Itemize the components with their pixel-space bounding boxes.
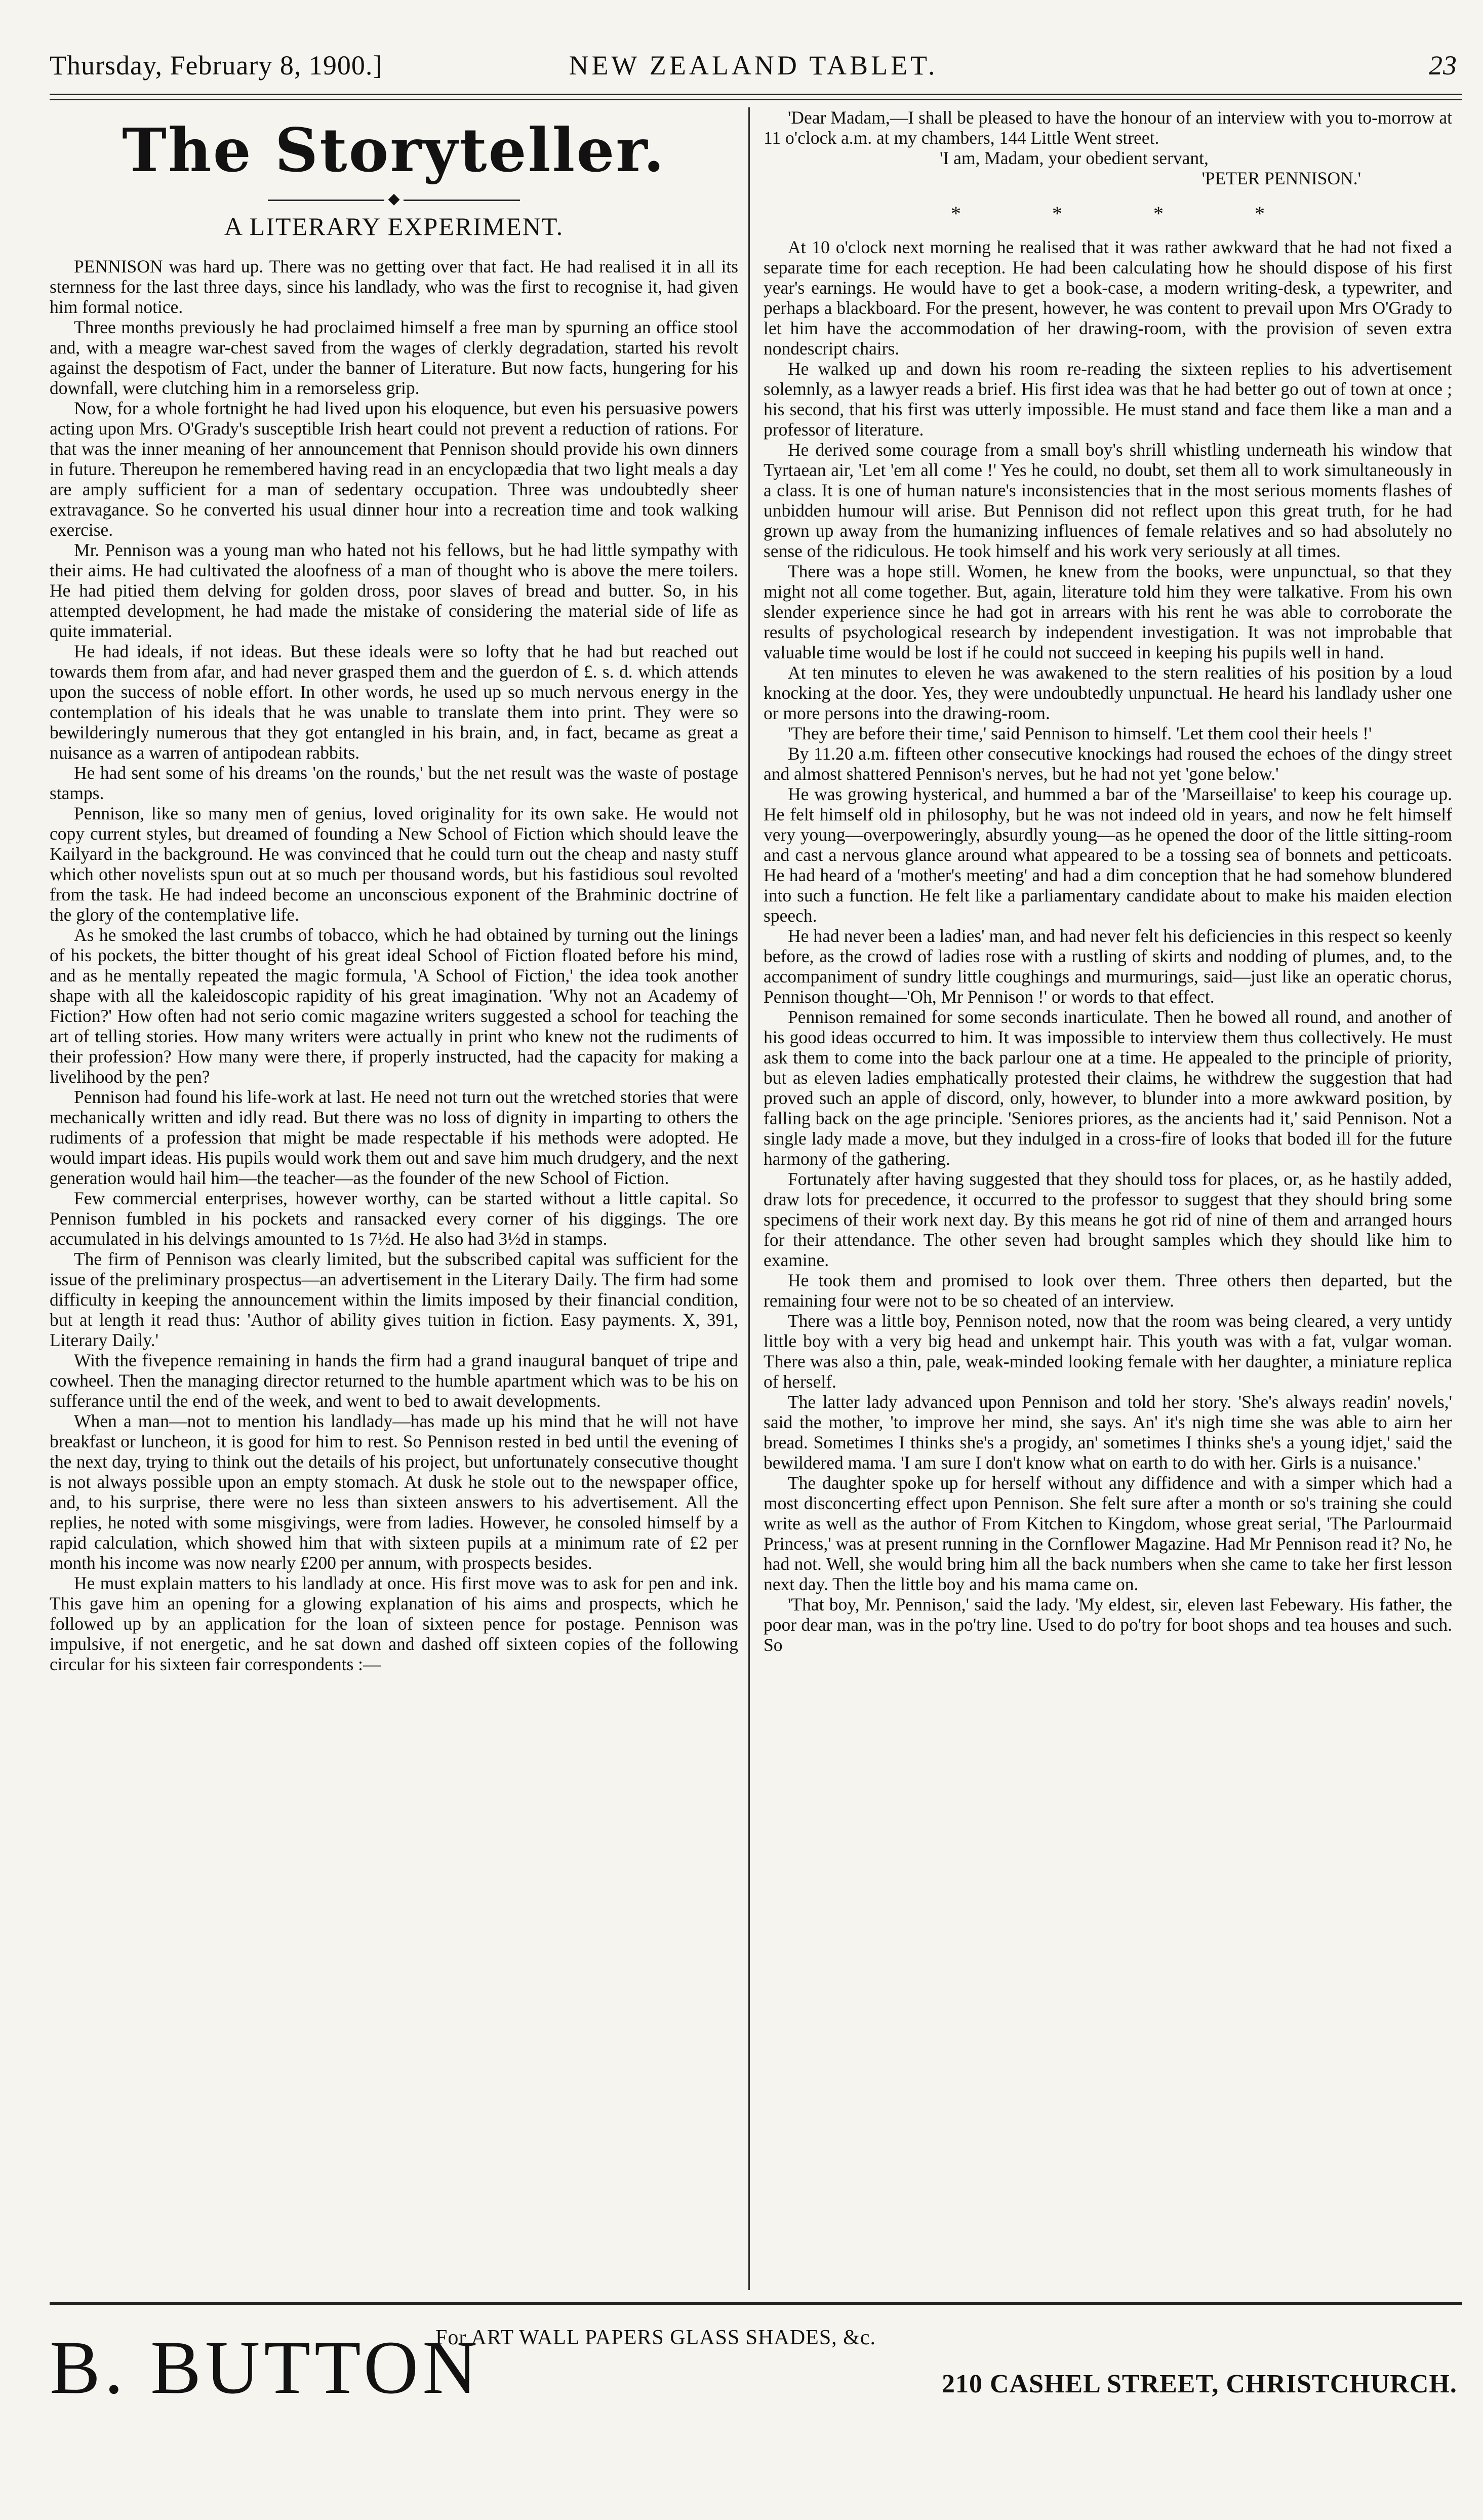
paragraph: He was growing hysterical, and hummed a bar of the 'Marseillaise' to keep his courage up. He felt himself old in philosophy, but he was not indeed old in years, and now he felt himself very young—overpoweringly, absurdly young—as he opened the door of the little sitting-room and cast a nervous glance around what appeared to be a tossing sea of bonnets and petticoats. He had heard of a 'mother's meeting' and had a dim conception that he had somehow blundered into such a function. He felt like a parliamentary candidate about to make his maiden election speech. (764, 784, 1452, 926)
advertiser-name: B. BUTTON (50, 2326, 482, 2410)
paragraph: Pennison had found his life-work at last. He need not turn out the wretched stories that were mechanically written and idly read. But there was no loss of dignity in imparting to others the rudiments of a profession that might be made respectable if his methods were adopted. He would impart ideas. His pupils would work them out and save him much drudgery, and the next generation would hail him—the teacher—as the founder of the new School of Fiction. (50, 1087, 738, 1188)
paragraph: Pennison, like so many men of genius, loved originality for its own sake. He would not copy current styles, but dreamed of founding a New School of Fiction which should leave the Kailyard in the background. He was convinced that he could turn out the cheap and nasty stuff which other novelists spun out at so much per thousand words, but his fastidious soul revolted from the task. He had indeed become an unconscious exponent of the Brahminic doctrine of the glory of the contemplative life. (50, 803, 738, 925)
paragraph: He derived some courage from a small boy's shrill whistling underneath his window that Tyrtaean air, 'Let 'em all come !' Yes he could, no doubt, set them all to work simultaneously in a class. It is one of human nature's inconsistencies that in the most serious moments flashes of unbidden humour will arise. But Pennison did not reflect upon this great truth, for he had grown up away from the humanizing influences of female relatives and so had absolutely no sense of the ridiculous. He took himself and his work very seriously at all times. (764, 440, 1452, 561)
advertisement-tagline: For ART WALL PAPERS GLASS SHADES, &c. (435, 2326, 876, 2349)
title-ornament (50, 191, 738, 207)
paragraph: By 11.20 a.m. fifteen other consecutive knockings had roused the echoes of the dingy street and almost shattered Pennison's nerves, but he had not yet 'gone below.' (764, 743, 1452, 784)
header-page-number: 23 (1429, 50, 1457, 81)
header-title: NEW ZEALAND TABLET. (569, 50, 938, 81)
advertisement-rule (50, 2302, 1462, 2305)
header-rule-thin (50, 99, 1462, 100)
paragraph: Mr. Pennison was a young man who hated not his fellows, but he had little sympathy with their aims. He had cultivated the aloofness of a man of thought who is above the mere toilers. He had pitied them delving for golden dross, poor slaves of bread and butter. So, in his attempted development, he had made the mistake of considering the material side of life as quite immaterial. (50, 540, 738, 641)
diamond-ornament-icon: ◆ (388, 190, 400, 207)
paragraph: At 10 o'clock next morning he realised that it was rather awkward that he had not fixed a separate time for each reception. He had been calculating how he should dispose of his first year's earnings. He would have to get a book-case, a modern writing-desk, a typewriter, and perhaps a blackboard. For the present, however, he was content to prevail upon Mrs O'Grady to let him have the accommodation of her drawing-room, with the provision of seven extra nondescript chairs. (764, 237, 1452, 359)
right-column (764, 107, 1452, 2290)
section-masthead: The Storyteller. (122, 115, 666, 185)
paragraph: With the fivepence remaining in hands the firm had a grand inaugural banquet of tripe and cowheel. Then the managing director returned to the humble apartment which was to be his on sufferance until the end of the week, and went to bed to await developments. (50, 1350, 738, 1411)
advertisement-address: 210 CASHEL STREET, CHRISTCHURCH. (942, 2370, 1457, 2398)
paragraph: 'They are before their time,' said Pennison to himself. 'Let them cool their heels !' (788, 723, 1372, 743)
header-rule (50, 94, 1462, 95)
paragraph: The firm of Pennison was clearly limited, but the subscribed capital was sufficient for the issue of the preliminary prospectus—an advertisement in the Literary Daily. The firm had some difficulty in keeping the announcement within the limits imposed by their financial condition, but at length it read thus: 'Author of ability gives tuition in fiction. Easy payments. X, 391, Literary Daily.' (50, 1249, 738, 1350)
paragraph: PENNISON was hard up. There was no getting over that fact. He had realised it in all its sternness for the last three days, since his landlady, who was the first to recognise it, had given him formal notice. (50, 256, 738, 317)
letter-signature: 'PETER PENNISON.' (1201, 168, 1361, 188)
letter-body: 'Dear Madam,—I shall be pleased to have the honour of an interview with you to-morrow at 11 o'clock a.m. at my chambers, 144 Little Went street. (764, 107, 1452, 148)
header-date: Thursday, February 8, 1900.] (50, 50, 383, 81)
paragraph: There was a little boy, Pennison noted, now that the room was being cleared, a very untidy little boy with a very big head and unkempt hair. This youth was with a fat, vulgar woman. There was also a thin, pale, weak-minded looking female with her daughter, a miniature replica of herself. (764, 1311, 1452, 1392)
left-column (50, 107, 738, 2290)
paragraph: Few commercial enterprises, however worthy, can be started without a little capital. So Pennison fumbled in his pockets and ransacked every corner of his diggings. The ore accumulated in his delvings amounted to 1s 7½d. He also had 3½d in stamps. (50, 1188, 738, 1249)
paragraph: He had never been a ladies' man, and had never felt his deficiencies in this respect so keenly before, as the crowd of ladies rose with a rustling of skirts and nodding of plumes, and, to the accompaniment of sundry little coughings and murmurings, said—just like an operatic chorus, Pennison thought—'Oh, Mr Pennison !' or words to that effect. (764, 926, 1452, 1007)
column-divider (748, 107, 750, 2290)
section-break: * * * * (951, 202, 1265, 225)
paragraph: The latter lady advanced upon Pennison and told her story. 'She's always readin' novels,' said the mother, 'to improve her mind, she says. An' it's nigh time she was able to airn her bread. Sometimes I thinks she's a progidy, an' sometimes I thinks she's a young idjet,' said the bewildered mama. 'I am sure I don't know what on earth to do with her. Girls is a nuisance.' (764, 1392, 1452, 1473)
paragraph: Now, for a whole fortnight he had lived upon his eloquence, but even his persuasive powers acting upon Mrs. O'Grady's susceptible Irish heart could not prevent a reduction of rations. For that was the inner meaning of her announcement that Pennison should provide his own dinners in future. Thereupon he remembered having read in an encyclopædia that two light meals a day are amply sufficient for a man of sedentary occupation. Three was undoubtedly sheer extravagance. So he converted his usual dinner hour into a recreation time and took walking exercise. (50, 398, 738, 540)
story-title: A LITERARY EXPERIMENT. (224, 212, 564, 241)
paragraph: When a man—not to mention his landlady—has made up his mind that he will not have breakfast or luncheon, it is good for him to rest. So Pennison rested in bed until the evening of the next day, trying to think out the details of his project, but unfortunately consecutive thought is not always possible upon an empty stomach. At dusk he stole out to the newspaper office, and, to his surprise, there were no less than sixteen answers to his advertisement. All the replies, he noted with some misgivings, were from ladies. However, he consoled himself by a rapid calculation, which showed him that with sixteen pupils at a minimum rate of £2 per month his income was now nearly £200 per annum, with prospects besides. (50, 1411, 738, 1573)
page-header (50, 50, 1457, 91)
paragraph: He had sent some of his dreams 'on the rounds,' but the net result was the waste of postage stamps. (50, 763, 738, 803)
letter-closing: 'I am, Madam, your obedient servant, (940, 148, 1209, 168)
paragraph: He had ideals, if not ideas. But these ideals were so lofty that he had but reached out towards them from afar, and had never grasped them and the guerdon of £. s. d. which attends upon the success of noble effort. In other words, he used up so much nervous energy in the contemplation of his ideals that he was unable to translate them into print. They were so bewilderingly numerous that they got entangled in his brain, and, in fact, became as great a nuisance as a warren of antipodean rabbits. (50, 641, 738, 763)
paragraph: He must explain matters to his landlady at once. His first move was to ask for pen and ink. This gave him an opening for a glowing explanation of his aims and prospects, which he followed up by an application for the loan of sixteen pence for postage. Pennison was impulsive, if not energetic, and he sat down and dashed off sixteen copies of the following circular for his sixteen fair correspondents :— (50, 1573, 738, 1674)
paragraph: The daughter spoke up for herself without any diffidence and with a simper which had a most disconcerting effect upon Pennison. She felt sure after a month or so's training she could write as well as the author of From Kitchen to Kingdom, whose great serial, 'The Parlourmaid Princess,' was at present running in the Cornflower Magazine. Had Mr Pennison read it? No, he had not. Well, she would bring him all the back numbers when she came to take her first lesson next day. Then the little boy and his mama came on. (764, 1473, 1452, 1594)
paragraph: As he smoked the last crumbs of tobacco, which he had obtained by turning out the linings of his pockets, the bitter thought of his great ideal School of Fiction floated before his mind, and as he mentally repeated the magic formula, 'A School of Fiction,' the idea took another shape with all the kaleidoscopic rapidity of his great imagination. 'Why not an Academy of Fiction?' How often had not serio comic magazine writers suggested a school for teaching the art of telling stories. How many writers were actually in print who knew not the rudiments of their profession? How many were there, if properly instructed, had the capacity for making a livelihood by the pen? (50, 925, 738, 1087)
paragraph: At ten minutes to eleven he was awakened to the stern realities of his position by a loud knocking at the door. Yes, they were undoubtedly unpunctual. He heard his landlady usher one or more persons into the drawing-room. (764, 662, 1452, 723)
paragraph: Fortunately after having suggested that they should toss for places, or, as he hastily added, draw lots for precedence, it occurred to the professor to suggest that they should bring some specimens of their work next day. By this means he got rid of nine of them and arranged hours for their attendance. The other seven had brought samples which they should like him to examine. (764, 1169, 1452, 1270)
paragraph: There was a hope still. Women, he knew from the books, were unpunctual, so that they might not all come together. But, again, literature told him they were talkative. From his own slender experience since he had got in arrears with his rent he was able to corroborate the results of psychological research by independent investigation. It was not improbable that valuable time would be lost if he could not succeed in keeping his pupils well in hand. (764, 561, 1452, 662)
paragraph: Pennison remained for some seconds inarticulate. Then he bowed all round, and another of his good ideas occurred to him. It was impossible to interview them thus collectively. He must ask them to come into the back parlour one at a time. He appealed to the principle of priority, but as eleven ladies emphatically protested their claims, he withdrew the suggestion that had proved such an apple of discord, only, however, to blunder into a more awkward position, by falling back on the age principle. 'Seniores priores, as the ancients had it,' said Pennison. Not a single lady made a move, but they indulged in a cross-fire of looks that boded ill for the future harmony of the gathering. (764, 1007, 1452, 1169)
paragraph: He walked up and down his room re-reading the sixteen replies to his advertisement solemnly, as a lawyer reads a brief. His first idea was that he had better go out of town at once ; his second, that his first was utterly impossible. He must stand and face them like a man and a professor of literature. (764, 359, 1452, 440)
paragraph: Three months previously he had proclaimed himself a free man by spurning an office stool and, with a meagre war-chest saved from the wages of clerkly degradation, started his revolt against the despotism of Fact, under the banner of Literature. But now facts, hungering for his downfall, were clutching him in a remorseless grip. (50, 317, 738, 398)
paragraph: 'That boy, Mr. Pennison,' said the lady. 'My eldest, sir, eleven last Febewary. His father, the poor dear man, was in the po'try line. Used to do po'try for boot shops and tea houses and such. So (764, 1594, 1452, 1655)
paragraph: He took them and promised to look over them. Three others then departed, but the remaining four were not to be so cheated of an interview. (764, 1270, 1452, 1311)
